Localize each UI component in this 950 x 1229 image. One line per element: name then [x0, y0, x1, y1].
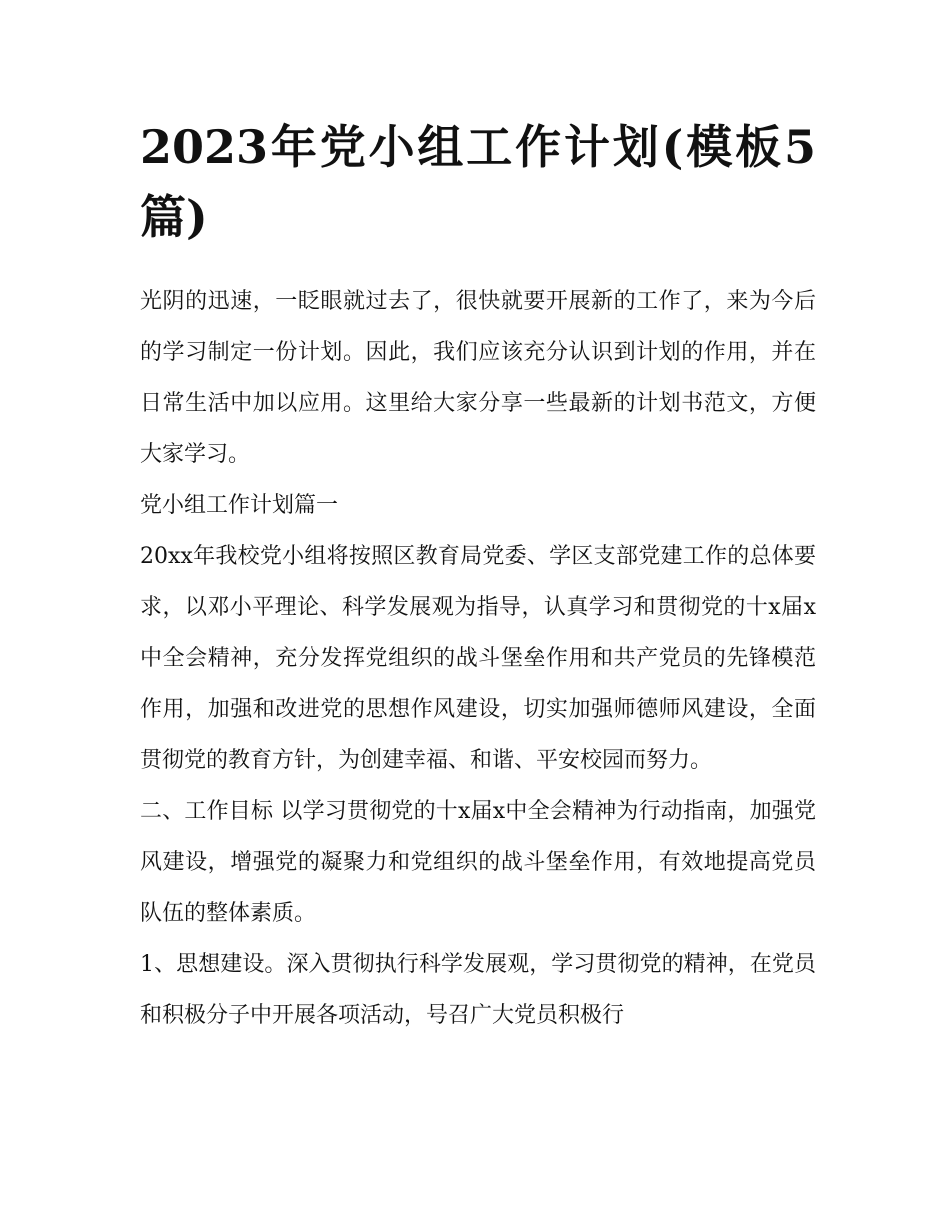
document-title: 2023年党小组工作计划(模板5篇): [140, 120, 816, 244]
document-page: [140, 112, 816, 1041]
goals-paragraph: 二、工作目标 以学习贯彻党的十x届x中全会精神为行动指南，加强党风建设，增强党的凝聚力和党组织的战斗堡垒作用，有效地提高党员队伍的整体素质。: [140, 799, 816, 926]
overview-paragraph: 20xx年我校党小组将按照区教育局党委、学区支部党建工作的总体要求，以邓小平理论、科学发展观为指导，认真学习和贯彻党的十x届x中全会精神，充分发挥党组织的战斗堡垒作用和共产党员的先锋模范作用，加强和改进党的思想作风建设，切实加强师德师风建设，全面贯彻党的教育方针，为创建幸福、和谐、平安校园而努力。: [140, 544, 816, 773]
document-body: [140, 276, 816, 1041]
section-heading: 党小组工作计划篇一: [140, 493, 339, 518]
ideology-paragraph: 1、思想建设。深入贯彻执行科学发展观，学习贯彻党的精神，在党员和积极分子中开展各项活动，号召广大党员积极行: [140, 952, 816, 1028]
intro-paragraph: 光阴的迅速，一眨眼就过去了，很快就要开展新的工作了，来为今后的学习制定一份计划。因此，我们应该充分认识到计划的作用，并在日常生活中加以应用。这里给大家分享一些最新的计划书范文，方便大家学习。: [140, 289, 816, 467]
